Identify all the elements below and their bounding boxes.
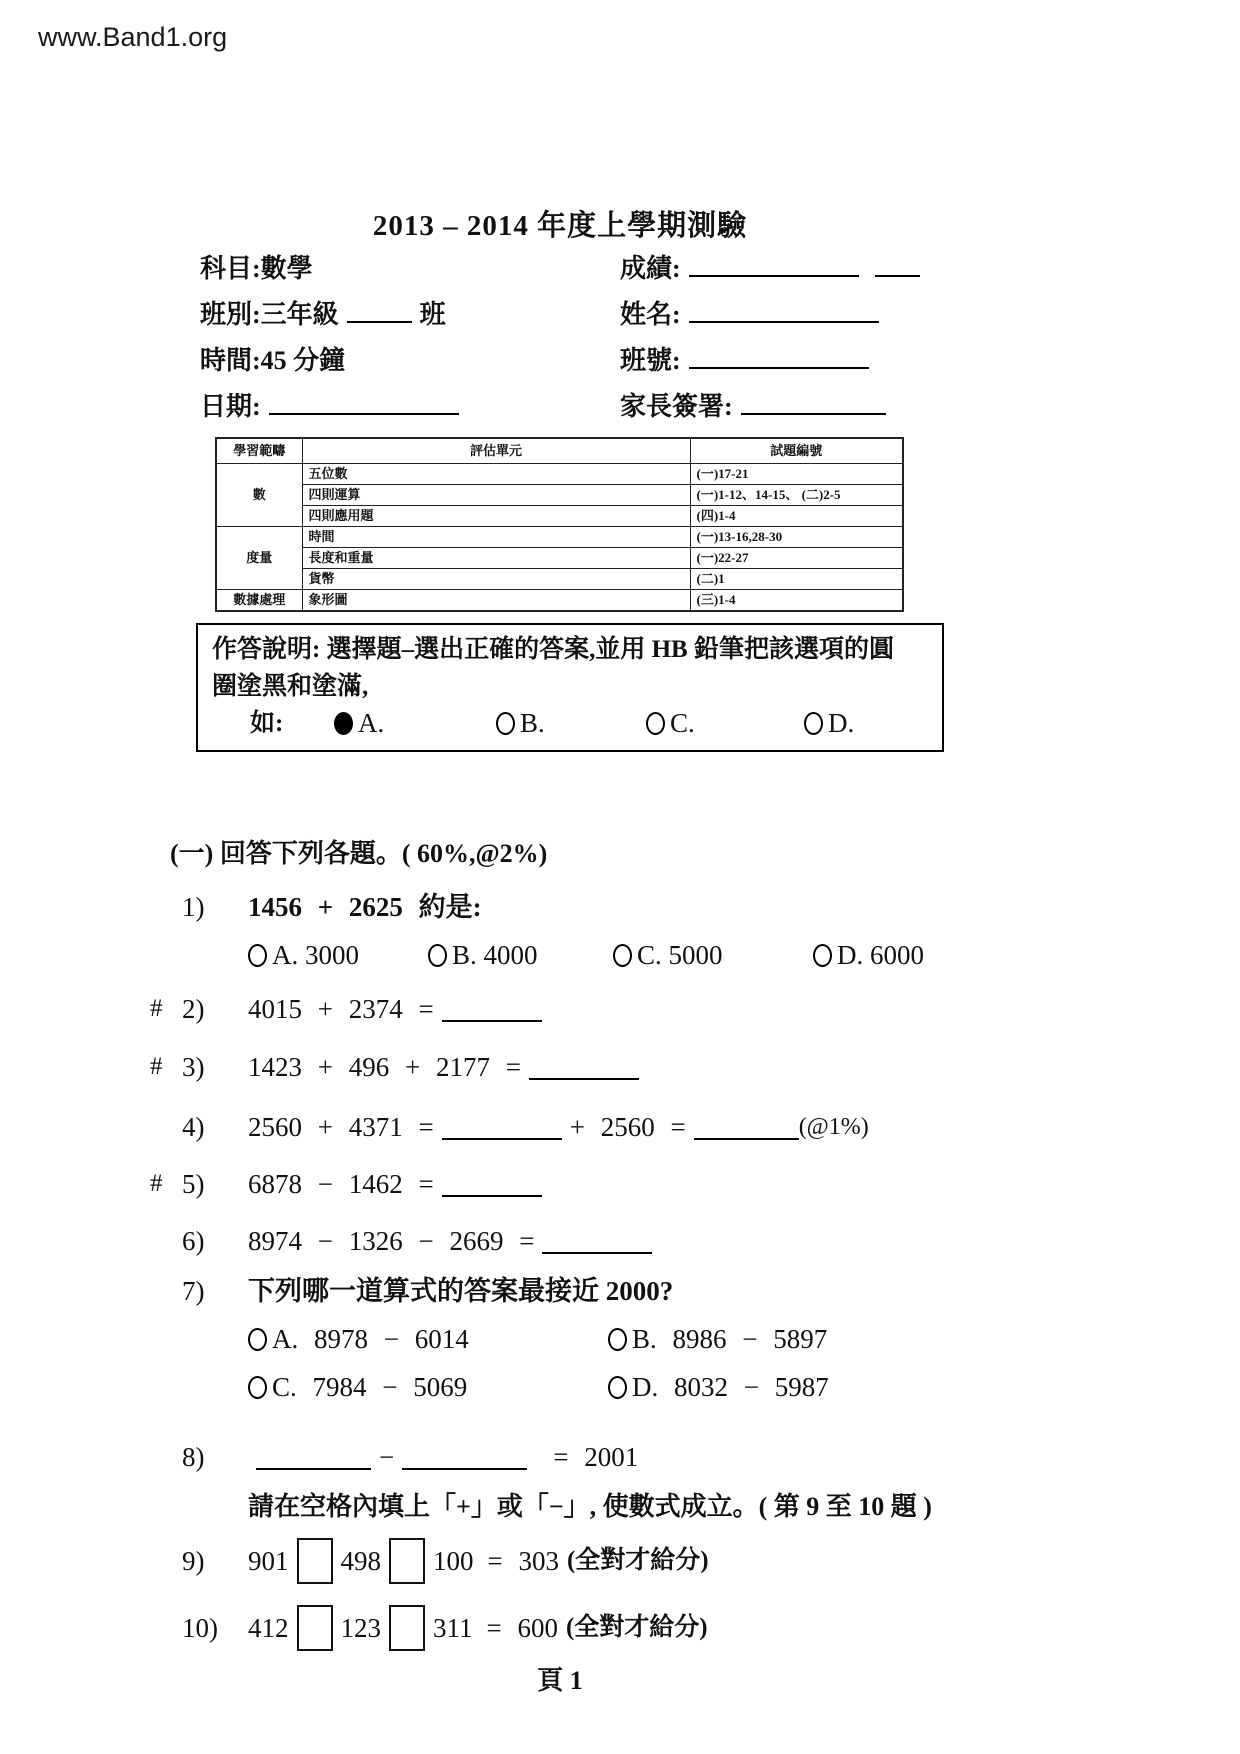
radio-empty-icon	[813, 944, 832, 967]
example-label: 如:	[250, 710, 284, 737]
question-number: 1)	[182, 892, 205, 922]
parent-sign-blank	[741, 390, 886, 415]
radio-empty-icon	[248, 1376, 267, 1399]
operand: 100	[433, 1546, 474, 1576]
operand: 901	[248, 1546, 289, 1576]
option-label: B. 8986 − 5897	[632, 1324, 828, 1354]
question-8	[150, 1438, 1110, 1476]
domain-cell: 數	[216, 463, 302, 526]
option-c	[613, 936, 813, 974]
question-no-cell: (一)13-16,28-30	[690, 526, 903, 547]
question-1-options	[150, 936, 1110, 974]
question-number: 8)	[182, 1442, 205, 1472]
answer-blank	[529, 1054, 639, 1080]
class-no-label: 班號:	[620, 346, 681, 375]
answer-instructions-box	[196, 623, 944, 752]
name-label: 姓名:	[620, 300, 681, 329]
option-label: C. 7984 − 5069	[272, 1372, 468, 1402]
radio-filled-icon	[334, 712, 353, 735]
minus-operator: −	[379, 1442, 395, 1472]
question-7-options-row-2	[150, 1368, 1110, 1406]
name-blank	[689, 298, 879, 323]
radio-empty-icon	[613, 944, 632, 967]
equation-result: = 303	[487, 1546, 559, 1576]
question-text: 1456 + 2625 約是:	[248, 892, 482, 922]
instructions-line-2: 圈塗黑和塗滿,	[212, 673, 369, 700]
hash-marker: #	[150, 1170, 163, 1197]
assessment-spec-table	[215, 437, 904, 612]
option-c	[248, 1368, 608, 1406]
question-no-cell: (一)22-27	[690, 547, 903, 568]
question-number: 4)	[182, 1112, 205, 1142]
unit-cell: 貨幣	[302, 568, 690, 589]
unit-cell: 五位數	[302, 463, 690, 484]
score-blank-short	[875, 252, 920, 277]
example-option-b	[496, 705, 646, 742]
option-label: A.	[358, 708, 385, 738]
equation-result: = 600	[486, 1613, 558, 1643]
operand: 498	[340, 1546, 381, 1576]
unit-cell: 時間	[302, 526, 690, 547]
score-row	[620, 246, 928, 292]
domain-cell: 數據處理	[216, 589, 302, 611]
question-number: 6)	[182, 1226, 205, 1256]
option-a	[248, 936, 428, 974]
radio-empty-icon	[646, 712, 665, 735]
question-text: 1423 + 496 + 2177 =	[248, 1052, 521, 1082]
question-no-cell: (一)17-21	[690, 463, 903, 484]
unit-cell: 四則運算	[302, 484, 690, 505]
unit-cell: 長度和重量	[302, 547, 690, 568]
student-info-left	[200, 246, 467, 430]
col-header-question-no: 試題編號	[690, 438, 903, 463]
question-text-2: + 2560 =	[569, 1112, 686, 1142]
question-text: 6878 − 1462 =	[248, 1169, 434, 1199]
table-row	[216, 526, 903, 547]
question-3	[150, 1048, 1110, 1086]
operand: 311	[433, 1613, 473, 1643]
option-label: D. 8032 − 5987	[632, 1372, 829, 1402]
table-row	[216, 589, 903, 611]
unit-cell: 四則應用題	[302, 505, 690, 526]
table-row	[216, 568, 903, 589]
question-number: 3)	[182, 1052, 205, 1082]
subject-label: 科目:數學	[200, 254, 313, 283]
operator-box	[297, 1538, 333, 1584]
instructions-example-row	[212, 705, 930, 742]
fill-sign-instruction: 請在空格內填上「+」或「−」, 使數式成立。( 第 9 至 10 題 )	[248, 1492, 932, 1521]
class-label: 班別:三年級	[200, 300, 339, 329]
date-label: 日期:	[200, 392, 261, 421]
example-option-a	[334, 705, 496, 742]
answer-blank	[402, 1444, 527, 1470]
radio-empty-icon	[608, 1376, 627, 1399]
question-8-note	[150, 1488, 1110, 1526]
domain-cell: 度量	[216, 526, 302, 589]
date-blank	[269, 390, 459, 415]
marks-note: (全對才給分)	[566, 1547, 709, 1574]
radio-empty-icon	[428, 944, 447, 967]
col-header-domain: 學習範疇	[216, 438, 302, 463]
operand: 412	[248, 1613, 289, 1643]
parent-sign-label: 家長簽署:	[620, 392, 733, 421]
hash-marker: #	[150, 995, 163, 1022]
table-row	[216, 463, 903, 484]
parent-sign-row	[620, 384, 928, 430]
class-row	[200, 292, 467, 338]
question-7-options-row-1	[150, 1320, 1110, 1358]
student-info-right	[620, 246, 928, 430]
question-2	[150, 990, 1110, 1028]
operator-box	[389, 1538, 425, 1584]
question-number: 9)	[182, 1546, 205, 1576]
table-row	[216, 505, 903, 526]
answer-blank	[442, 996, 542, 1022]
question-9	[150, 1538, 1110, 1584]
question-text: 4015 + 2374 =	[248, 994, 434, 1024]
hash-marker: #	[150, 1053, 163, 1080]
question-7	[150, 1272, 1110, 1310]
option-a	[248, 1320, 608, 1358]
instructions-line-1: 作答說明: 選擇題–選出正確的答案,並用 HB 鉛筆把該選項的圓	[212, 636, 894, 663]
option-b	[608, 1320, 827, 1358]
name-row	[620, 292, 928, 338]
subject-row	[200, 246, 467, 292]
question-5	[150, 1165, 1110, 1203]
question-4	[150, 1108, 1110, 1146]
question-number: 5)	[182, 1169, 205, 1199]
question-text: 2560 + 4371 =	[248, 1112, 434, 1142]
score-blank	[689, 252, 859, 277]
question-1	[150, 888, 1110, 926]
score-label: 成績:	[620, 254, 681, 283]
question-no-cell: (三)1-4	[690, 589, 903, 611]
option-label: B.	[520, 708, 545, 738]
option-d	[608, 1368, 829, 1406]
date-row	[200, 384, 467, 430]
question-no-cell: (四)1-4	[690, 505, 903, 526]
unit-cell: 象形圖	[302, 589, 690, 611]
option-label: A. 3000	[272, 940, 359, 970]
option-label: B. 4000	[452, 940, 538, 970]
answer-blank	[442, 1171, 542, 1197]
question-number: 10)	[182, 1613, 218, 1643]
option-label: D.	[828, 708, 855, 738]
watermark-url: www.Band1.org	[38, 22, 228, 52]
option-d	[813, 936, 924, 974]
time-row	[200, 338, 467, 384]
option-label: C. 5000	[637, 940, 723, 970]
equation-result: = 2001	[553, 1442, 639, 1472]
table-header-row	[216, 438, 903, 463]
operand: 123	[340, 1613, 381, 1643]
example-option-c	[646, 705, 804, 742]
question-text: 下列哪一道算式的答案最接近 2000?	[248, 1276, 674, 1306]
table-row	[216, 547, 903, 568]
col-header-unit: 評估單元	[302, 438, 690, 463]
answer-blank	[542, 1228, 652, 1254]
table-row	[216, 484, 903, 505]
marks-note: (全對才給分)	[565, 1614, 708, 1641]
class-blank	[347, 298, 412, 323]
option-label: C.	[670, 708, 695, 738]
page-title: 2013 – 2014 年度上學期測驗	[372, 210, 748, 242]
class-no-row	[620, 338, 928, 384]
question-6	[150, 1222, 1110, 1260]
question-number: 7)	[182, 1276, 205, 1306]
option-label: D. 6000	[837, 940, 924, 970]
option-b	[428, 936, 613, 974]
option-label: A. 8978 − 6014	[272, 1324, 469, 1354]
radio-empty-icon	[804, 712, 823, 735]
question-10	[150, 1605, 1110, 1651]
question-no-cell: (二)1	[690, 568, 903, 589]
radio-empty-icon	[248, 1328, 267, 1351]
example-option-d	[804, 705, 854, 742]
class-suffix: 班	[419, 300, 446, 329]
answer-blank	[256, 1444, 371, 1470]
radio-empty-icon	[248, 944, 267, 967]
operator-box	[297, 1605, 333, 1651]
page-number: 頁 1	[537, 1666, 583, 1695]
radio-empty-icon	[608, 1328, 627, 1351]
operator-box	[389, 1605, 425, 1651]
class-no-blank	[689, 344, 869, 369]
time-label: 時間:45 分鐘	[200, 346, 346, 375]
answer-blank	[442, 1114, 562, 1140]
question-number: 2)	[182, 994, 205, 1024]
marks-note: (@1%)	[798, 1114, 869, 1140]
question-no-cell: (一)1-12、14-15、 (二)2-5	[690, 484, 903, 505]
section-1-heading: (一) 回答下列各題。( 60%,@2%)	[170, 839, 548, 868]
radio-empty-icon	[496, 712, 515, 735]
question-text: 8974 − 1326 − 2669 =	[248, 1226, 535, 1256]
answer-blank	[694, 1114, 799, 1140]
